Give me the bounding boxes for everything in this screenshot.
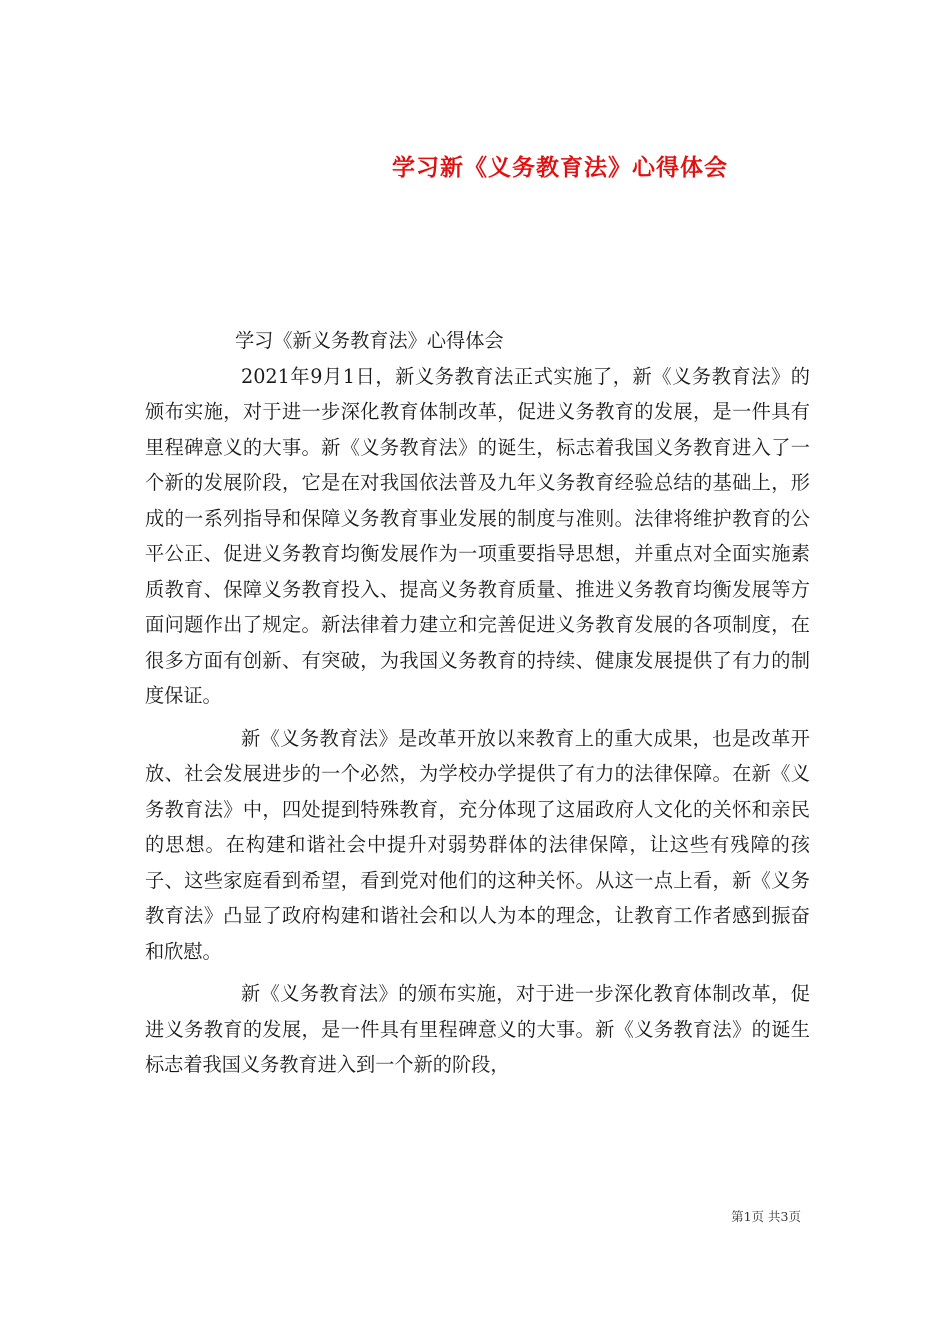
document-body [145,323,810,1083]
paragraph-3: 新《义务教育法》的颁布实施，对于进一步深化教育体制改革，促进义务教育的发展，是一件具有里程碑意义的大事。新《义务教育法》的诞生标志着我国义务教育进入到一个新的阶段， [145,982,810,1076]
paragraph-2: 新《义务教育法》是改革开放以来教育上的重大成果，也是改革开放、社会发展进步的一个必然，为学校办学提供了有力的法律保障。在新《义务教育法》中，四处提到特殊教育，充分体现了这届政府人文化的关怀和亲民的思想。在构建和谐社会中提升对弱势群体的法律保障，让这些有残障的孩子、这些家庭看到希望，看到党对他们的这种关怀。从这一点上看，新《义务教育法》凸显了政府构建和谐社会和以人为本的理念，让教育工作者感到振奋和欣慰。 [145,726,810,963]
document-title: 学习新《义务教育法》心得体会 [392,154,728,182]
page-number: 第1页 共3页 [731,1209,801,1224]
paragraph-1: 2021年9月1日，新义务教育法正式实施了，新《义务教育法》的颁布实施，对于进一步深化教育体制改革，促进义务教育的发展，是一件具有里程碑意义的大事。新《义务教育法》的诞生，标志着我国义务教育进入了一个新的发展阶段，它是在对我国依法普及九年义务教育经验总结的基础上，形成的一系列指导和保障义务教育事业发展的制度与准则。法律将维护教育的公平公正、促进义务教育均衡发展作为一项重要指导思想，并重点对全面实施素质教育、保障义务教育投入、提高义务教育质量、推进义务教育均衡发展等方面问题作出了规定。新法律着力建立和完善促进义务教育发展的各项制度，在很多方面有创新、有突破，为我国义务教育的持续、健康发展提供了有力的制度保证。 [145,364,810,707]
document-subtitle: 学习《新义务教育法》心得体会 [235,329,504,352]
